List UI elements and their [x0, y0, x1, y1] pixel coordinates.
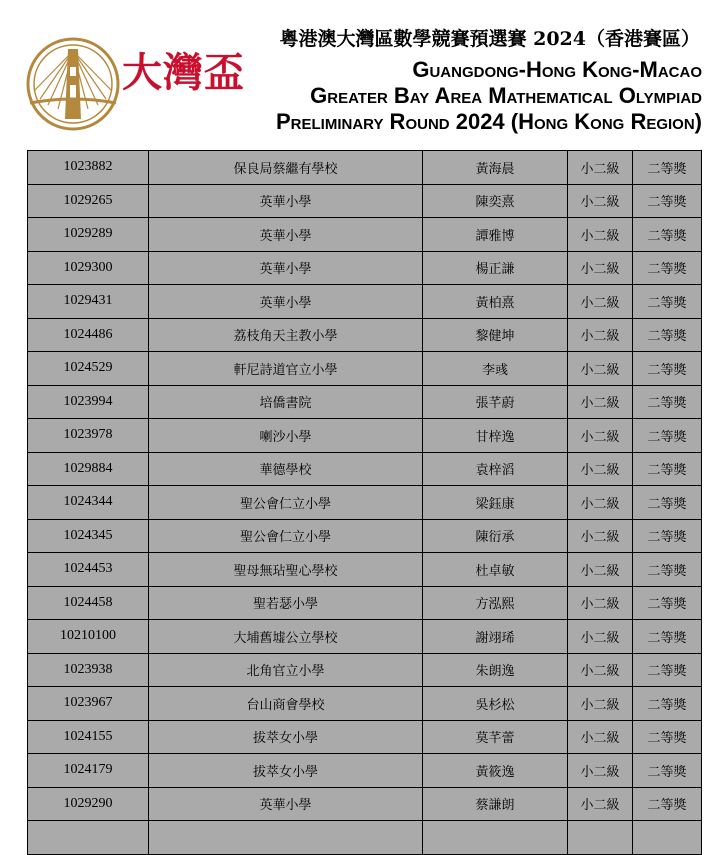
grade-cell: 小二級: [568, 419, 633, 453]
student-name-cell: 莫芊蕾: [423, 720, 568, 754]
student-name-cell: 張芊蔚: [423, 385, 568, 419]
table-row: [28, 720, 702, 754]
student-id-cell: 1029289: [28, 218, 149, 252]
award-cell: 二等獎: [633, 787, 702, 821]
school-cell: 北角官立小學: [149, 653, 423, 687]
grade-cell: 小二級: [568, 486, 633, 520]
award-cell: 二等獎: [633, 318, 702, 352]
student-id-cell: 1024529: [28, 352, 149, 386]
school-cell: 聖母無玷聖心學校: [149, 553, 423, 587]
table-row: [28, 787, 702, 821]
school-cell: 軒尼詩道官立小學: [149, 352, 423, 386]
student-name-cell: 黎健坤: [423, 318, 568, 352]
grade-cell: 小二級: [568, 687, 633, 721]
award-cell: 二等獎: [633, 586, 702, 620]
school-cell: 荔枝角天主教小學: [149, 318, 423, 352]
title-chinese: 粵港澳大灣區數學競賽預選賽 2024（香港賽區）: [279, 28, 700, 50]
school-cell: 大埔舊墟公立學校: [149, 620, 423, 654]
student-name-cell: 陳衍承: [423, 519, 568, 553]
school-cell: 華德學校: [149, 452, 423, 486]
award-cell: 二等獎: [633, 620, 702, 654]
award-cell: 二等獎: [633, 419, 702, 453]
student-id-cell: 1029431: [28, 285, 149, 319]
table-row: [28, 754, 702, 788]
grade-cell: 小二級: [568, 653, 633, 687]
award-cell: 二等獎: [633, 754, 702, 788]
table-row: [28, 620, 702, 654]
school-cell: 英華小學: [149, 787, 423, 821]
student-id-cell: 1029290: [28, 787, 149, 821]
award-cell: 二等獎: [633, 285, 702, 319]
table-row: [28, 318, 702, 352]
school-cell: 英華小學: [149, 285, 423, 319]
student-id-cell: 1029884: [28, 452, 149, 486]
student-id-cell: 1024458: [28, 586, 149, 620]
grade-cell: 小二級: [568, 352, 633, 386]
award-cell: 二等獎: [633, 553, 702, 587]
student-id-cell: 1023938: [28, 653, 149, 687]
logo-text: 大灣盃: [122, 49, 245, 96]
school-cell: 聖公會仁立小學: [149, 486, 423, 520]
table-row: [28, 251, 702, 285]
student-name-cell: 譚雅博: [423, 218, 568, 252]
bridge-logo-icon: [26, 37, 120, 131]
school-cell: 英華小學: [149, 218, 423, 252]
school-cell: 聖若瑟小學: [149, 586, 423, 620]
table-row: [28, 586, 702, 620]
title-english-line1: Guangdong-Hong Kong-Macao: [412, 57, 702, 82]
award-cell: 二等獎: [633, 486, 702, 520]
grade-cell: 小二級: [568, 251, 633, 285]
school-cell: 培僑書院: [149, 385, 423, 419]
award-cell: 二等獎: [633, 687, 702, 721]
student-name-cell: 杜卓敏: [423, 553, 568, 587]
student-name-cell: 甘梓逸: [423, 419, 568, 453]
award-cell: 二等獎: [633, 385, 702, 419]
award-cell: 二等獎: [633, 251, 702, 285]
table-row: [28, 687, 702, 721]
student-id-cell: 1023978: [28, 419, 149, 453]
student-name-cell: 黃筱逸: [423, 754, 568, 788]
grade-cell: 小二級: [568, 720, 633, 754]
grade-cell: 小二級: [568, 318, 633, 352]
student-name-cell: 蔡謙朗: [423, 787, 568, 821]
table-row: [28, 486, 702, 520]
grade-cell: 小二級: [568, 151, 633, 185]
grade-cell: 小二級: [568, 285, 633, 319]
school-cell: 喇沙小學: [149, 419, 423, 453]
student-id-cell: 1023882: [28, 151, 149, 185]
grade-cell: 小二級: [568, 385, 633, 419]
table-row: [28, 184, 702, 218]
student-id-cell: 1023967: [28, 687, 149, 721]
table-row: [28, 218, 702, 252]
award-cell: 二等獎: [633, 151, 702, 185]
school-cell: 台山商會學校: [149, 687, 423, 721]
student-id-cell: 1029300: [28, 251, 149, 285]
grade-cell: 小二級: [568, 184, 633, 218]
grade-cell: 小二級: [568, 787, 633, 821]
page-header: [0, 0, 728, 148]
school-cell: 聖公會仁立小學: [149, 519, 423, 553]
table-row: [28, 385, 702, 419]
grade-cell: 小二級: [568, 519, 633, 553]
table-row: [28, 452, 702, 486]
student-name-cell: 梁鈺康: [423, 486, 568, 520]
student-id-cell: 1024453: [28, 553, 149, 587]
title-english-line3: Preliminary Round 2024 (Hong Kong Region): [276, 109, 702, 134]
student-name-cell: 黃柏熹: [423, 285, 568, 319]
table-row: [28, 352, 702, 386]
student-name-cell: 楊正謙: [423, 251, 568, 285]
student-name-cell: 陳奕熹: [423, 184, 568, 218]
school-cell: 英華小學: [149, 251, 423, 285]
student-id-cell: 10210100: [28, 620, 149, 654]
student-id-cell: 1024179: [28, 754, 149, 788]
student-name-cell: 李彧: [423, 352, 568, 386]
table-row: [28, 151, 702, 185]
student-id-cell: 1024344: [28, 486, 149, 520]
table-row: [28, 285, 702, 319]
table-row: [28, 653, 702, 687]
school-cell: 保良局蔡繼有學校: [149, 151, 423, 185]
grade-cell: 小二級: [568, 586, 633, 620]
student-name-cell: 黃海晨: [423, 151, 568, 185]
table-row: [28, 519, 702, 553]
school-cell: 拔萃女小學: [149, 754, 423, 788]
results-table: [27, 150, 702, 855]
award-cell: 二等獎: [633, 218, 702, 252]
grade-cell: 小二級: [568, 620, 633, 654]
table-row: [28, 419, 702, 453]
student-id-cell: 1023994: [28, 385, 149, 419]
award-cell: 二等獎: [633, 653, 702, 687]
grade-cell: 小二級: [568, 754, 633, 788]
award-cell: 二等獎: [633, 452, 702, 486]
title-english-line2: Greater Bay Area Mathematical Olympiad: [310, 83, 702, 108]
table-row: [28, 553, 702, 587]
award-cell: 二等獎: [633, 519, 702, 553]
student-name-cell: 謝翊琋: [423, 620, 568, 654]
grade-cell: 小二級: [568, 218, 633, 252]
award-cell: 二等獎: [633, 720, 702, 754]
student-id-cell: 1029265: [28, 184, 149, 218]
student-name-cell: 方泓熙: [423, 586, 568, 620]
student-name-cell: 朱朗逸: [423, 653, 568, 687]
grade-cell: 小二級: [568, 553, 633, 587]
grade-cell: 小二級: [568, 452, 633, 486]
student-id-cell: 1024345: [28, 519, 149, 553]
student-id-cell: 1024155: [28, 720, 149, 754]
student-name-cell: 吳杉松: [423, 687, 568, 721]
student-name-cell: 袁梓滔: [423, 452, 568, 486]
school-cell: 英華小學: [149, 184, 423, 218]
award-cell: 二等獎: [633, 352, 702, 386]
school-cell: 拔萃女小學: [149, 720, 423, 754]
award-cell: 二等獎: [633, 184, 702, 218]
student-id-cell: 1024486: [28, 318, 149, 352]
